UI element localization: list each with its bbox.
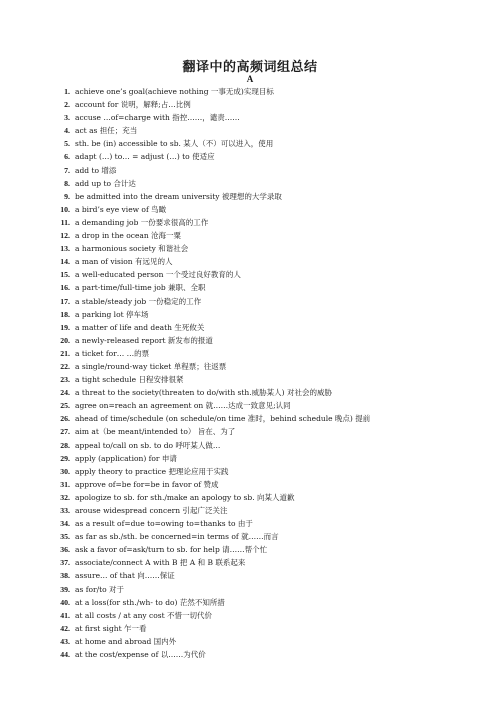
item-number: 40. bbox=[60, 597, 70, 607]
item-text: be admitted into the dream university 被理想的大学录取 bbox=[75, 191, 282, 201]
list-item bbox=[0, 190, 500, 203]
list-item bbox=[0, 425, 500, 438]
item-text: approve of=be for=be in favor of 赞成 bbox=[75, 479, 219, 489]
list-item bbox=[0, 543, 500, 556]
item-text: a single/round-way ticket 单程票；往返票 bbox=[75, 361, 227, 371]
item-text: as far as sb./sth. be concerned=in terms of 就……而言 bbox=[75, 532, 279, 542]
item-text: achieve one’s goal(achieve nothing 一事无成)实现目标 bbox=[75, 87, 274, 96]
item-text: appeal to/call on sb. to do 呼吁某人做… bbox=[75, 440, 221, 450]
list-item bbox=[0, 321, 500, 334]
item-number: 17. bbox=[60, 296, 70, 306]
list-item bbox=[0, 530, 500, 543]
item-text: at first sight 乍一看 bbox=[75, 623, 147, 633]
list-item bbox=[0, 569, 500, 582]
list-item bbox=[0, 111, 500, 124]
item-text: a harmonious society 和谐社会 bbox=[75, 244, 189, 254]
item-number: 39. bbox=[60, 584, 70, 594]
item-text: a demanding job 一份要求很高的工作 bbox=[75, 217, 209, 227]
item-number: 38. bbox=[60, 571, 70, 581]
item-number: 13. bbox=[60, 244, 70, 254]
list-item bbox=[0, 124, 500, 137]
list-item bbox=[0, 556, 500, 569]
item-text: as a result of=due to=owing to=thanks to 由于 bbox=[75, 519, 253, 529]
list-item bbox=[0, 648, 500, 661]
list-item bbox=[0, 596, 500, 609]
item-text: adapt (…) to… = adjust (…) to 使适应 bbox=[75, 152, 215, 162]
list-item bbox=[0, 491, 500, 504]
item-text: a parking lot 停车场 bbox=[75, 309, 149, 319]
item-number: 14. bbox=[60, 257, 70, 267]
item-number: 18. bbox=[60, 309, 70, 319]
item-text: a newly-released report 新发布的报道 bbox=[75, 335, 213, 345]
item-number: 41. bbox=[60, 610, 70, 620]
list-item bbox=[0, 295, 500, 308]
item-number: 2. bbox=[64, 100, 70, 110]
item-number: 28. bbox=[60, 440, 70, 450]
item-text: add up to 合计达 bbox=[75, 178, 136, 188]
item-number: 8. bbox=[64, 178, 70, 188]
item-number: 21. bbox=[60, 348, 70, 358]
item-number: 32. bbox=[60, 492, 70, 502]
item-number: 33. bbox=[60, 506, 70, 515]
list-item bbox=[0, 85, 500, 98]
list-item bbox=[0, 439, 500, 452]
item-number: 1. bbox=[64, 87, 70, 96]
list-item bbox=[0, 412, 500, 425]
item-text: a man of vision 有远见的人 bbox=[75, 257, 173, 267]
list-item bbox=[0, 334, 500, 347]
item-text: account for 说明，解释;占…比例 bbox=[75, 100, 191, 110]
item-number: 7. bbox=[64, 165, 70, 175]
list-item bbox=[0, 504, 500, 517]
list-item bbox=[0, 465, 500, 478]
item-text: at all costs / at any cost 不惜一切代价 bbox=[75, 610, 212, 620]
item-number: 20. bbox=[60, 335, 70, 345]
list-item bbox=[0, 308, 500, 321]
list-item bbox=[0, 360, 500, 373]
item-text: assure… of that 向……保证 bbox=[75, 571, 175, 581]
item-number: 11. bbox=[60, 217, 70, 227]
item-text: ahead of time/schedule (on schedule/on time 准时，behind schedule 晚点) 提前 bbox=[75, 414, 371, 424]
list-item bbox=[0, 268, 500, 281]
list-item bbox=[0, 98, 500, 111]
list-item bbox=[0, 478, 500, 491]
item-text: associate/connect A with B 把 A 和 B 联系起来 bbox=[75, 558, 246, 568]
item-text: act as 担任；充当 bbox=[75, 126, 138, 136]
item-number: 24. bbox=[60, 388, 70, 398]
list-item bbox=[0, 137, 500, 150]
item-number: 23. bbox=[60, 375, 70, 385]
item-number: 27. bbox=[60, 427, 70, 437]
list-item bbox=[0, 609, 500, 622]
list-item bbox=[0, 255, 500, 268]
page-title: 翻译中的高频词组总结 bbox=[182, 60, 318, 75]
item-text: a part-time/full-time job 兼职、全职 bbox=[75, 283, 206, 293]
item-number: 35. bbox=[60, 532, 70, 542]
item-number: 34. bbox=[60, 519, 70, 529]
list-item bbox=[0, 177, 500, 190]
list-item bbox=[0, 347, 500, 360]
list-item bbox=[0, 622, 500, 635]
item-text: ask a favor of=ask/turn to sb. for help 请……帮个忙 bbox=[75, 545, 268, 555]
list-item bbox=[0, 452, 500, 465]
item-text: a well-educated person 一个受过良好教育的人 bbox=[75, 270, 241, 280]
item-text: sth. be (in) accessible to sb. 某人（不）可以进入，使用 bbox=[75, 139, 274, 149]
item-text: aim at（be meant/intended to） 旨在、为了 bbox=[75, 427, 236, 437]
item-text: agree on=reach an agreement on 就……达成一致意见;认同 bbox=[75, 401, 291, 411]
list-item bbox=[0, 399, 500, 412]
item-number: 31. bbox=[60, 479, 70, 489]
item-text: as for/to 对于 bbox=[75, 584, 125, 594]
item-text: at the cost/expense of 以……为代价 bbox=[75, 650, 206, 660]
list-item bbox=[0, 242, 500, 255]
list-item bbox=[0, 373, 500, 386]
item-text: apologize to sb. for sth./make an apology to sb. 向某人道歉 bbox=[75, 492, 295, 502]
item-number: 4. bbox=[64, 126, 70, 136]
item-number: 37. bbox=[60, 558, 70, 568]
list-item bbox=[0, 150, 500, 163]
item-number: 29. bbox=[60, 453, 70, 463]
item-text: apply theory to practice 把理论应用于实践 bbox=[75, 466, 229, 476]
item-number: 22. bbox=[60, 361, 70, 371]
item-number: 36. bbox=[60, 545, 70, 555]
item-number: 5. bbox=[64, 139, 70, 149]
item-number: 19. bbox=[60, 322, 70, 332]
list-item bbox=[0, 164, 500, 177]
list-item bbox=[0, 583, 500, 596]
item-text: at a loss(for sth./wh- to do) 茫然不知所措 bbox=[75, 597, 225, 607]
item-number: 3. bbox=[64, 113, 70, 123]
list-item bbox=[0, 386, 500, 399]
item-number: 16. bbox=[60, 283, 70, 293]
item-text: a threat to the society(threaten to do/with sth.威胁某人) 对社会的威胁 bbox=[75, 388, 332, 398]
list-item bbox=[0, 281, 500, 294]
item-text: a drop in the ocean 沧海一粟 bbox=[75, 231, 182, 241]
item-number: 12. bbox=[60, 231, 70, 241]
item-number: 30. bbox=[60, 466, 70, 476]
item-number: 43. bbox=[60, 636, 70, 646]
item-text: a bird’s eye view of 鸟瞰 bbox=[75, 204, 167, 214]
item-number: 42. bbox=[60, 623, 70, 633]
item-text: a stable/steady job 一份稳定的工作 bbox=[75, 296, 202, 306]
item-number: 44. bbox=[60, 650, 70, 660]
item-text: add to 增添 bbox=[75, 165, 117, 175]
phrase-list bbox=[0, 85, 500, 661]
item-text: arouse widespread concern 引起广泛关注 bbox=[75, 506, 228, 515]
item-number: 15. bbox=[60, 270, 70, 280]
item-number: 9. bbox=[64, 191, 70, 201]
item-number: 25. bbox=[60, 401, 70, 411]
item-number: 10. bbox=[60, 204, 70, 214]
list-item bbox=[0, 216, 500, 229]
item-number: 26. bbox=[60, 414, 70, 424]
list-item bbox=[0, 203, 500, 216]
item-text: a ticket for… …的票 bbox=[75, 348, 150, 358]
item-text: apply (application) for 申请 bbox=[75, 453, 177, 463]
item-text: at home and abroad 国内外 bbox=[75, 636, 177, 646]
item-number: 6. bbox=[64, 152, 70, 162]
item-text: a matter of life and death 生死攸关 bbox=[75, 322, 205, 332]
list-item bbox=[0, 229, 500, 242]
list-item bbox=[0, 635, 500, 648]
item-text: accuse …of=charge with 指控……，谴责…… bbox=[75, 113, 240, 123]
item-text: a tight schedule 日程安排很紧 bbox=[75, 375, 184, 385]
list-item bbox=[0, 517, 500, 530]
section-heading: A bbox=[246, 74, 254, 84]
